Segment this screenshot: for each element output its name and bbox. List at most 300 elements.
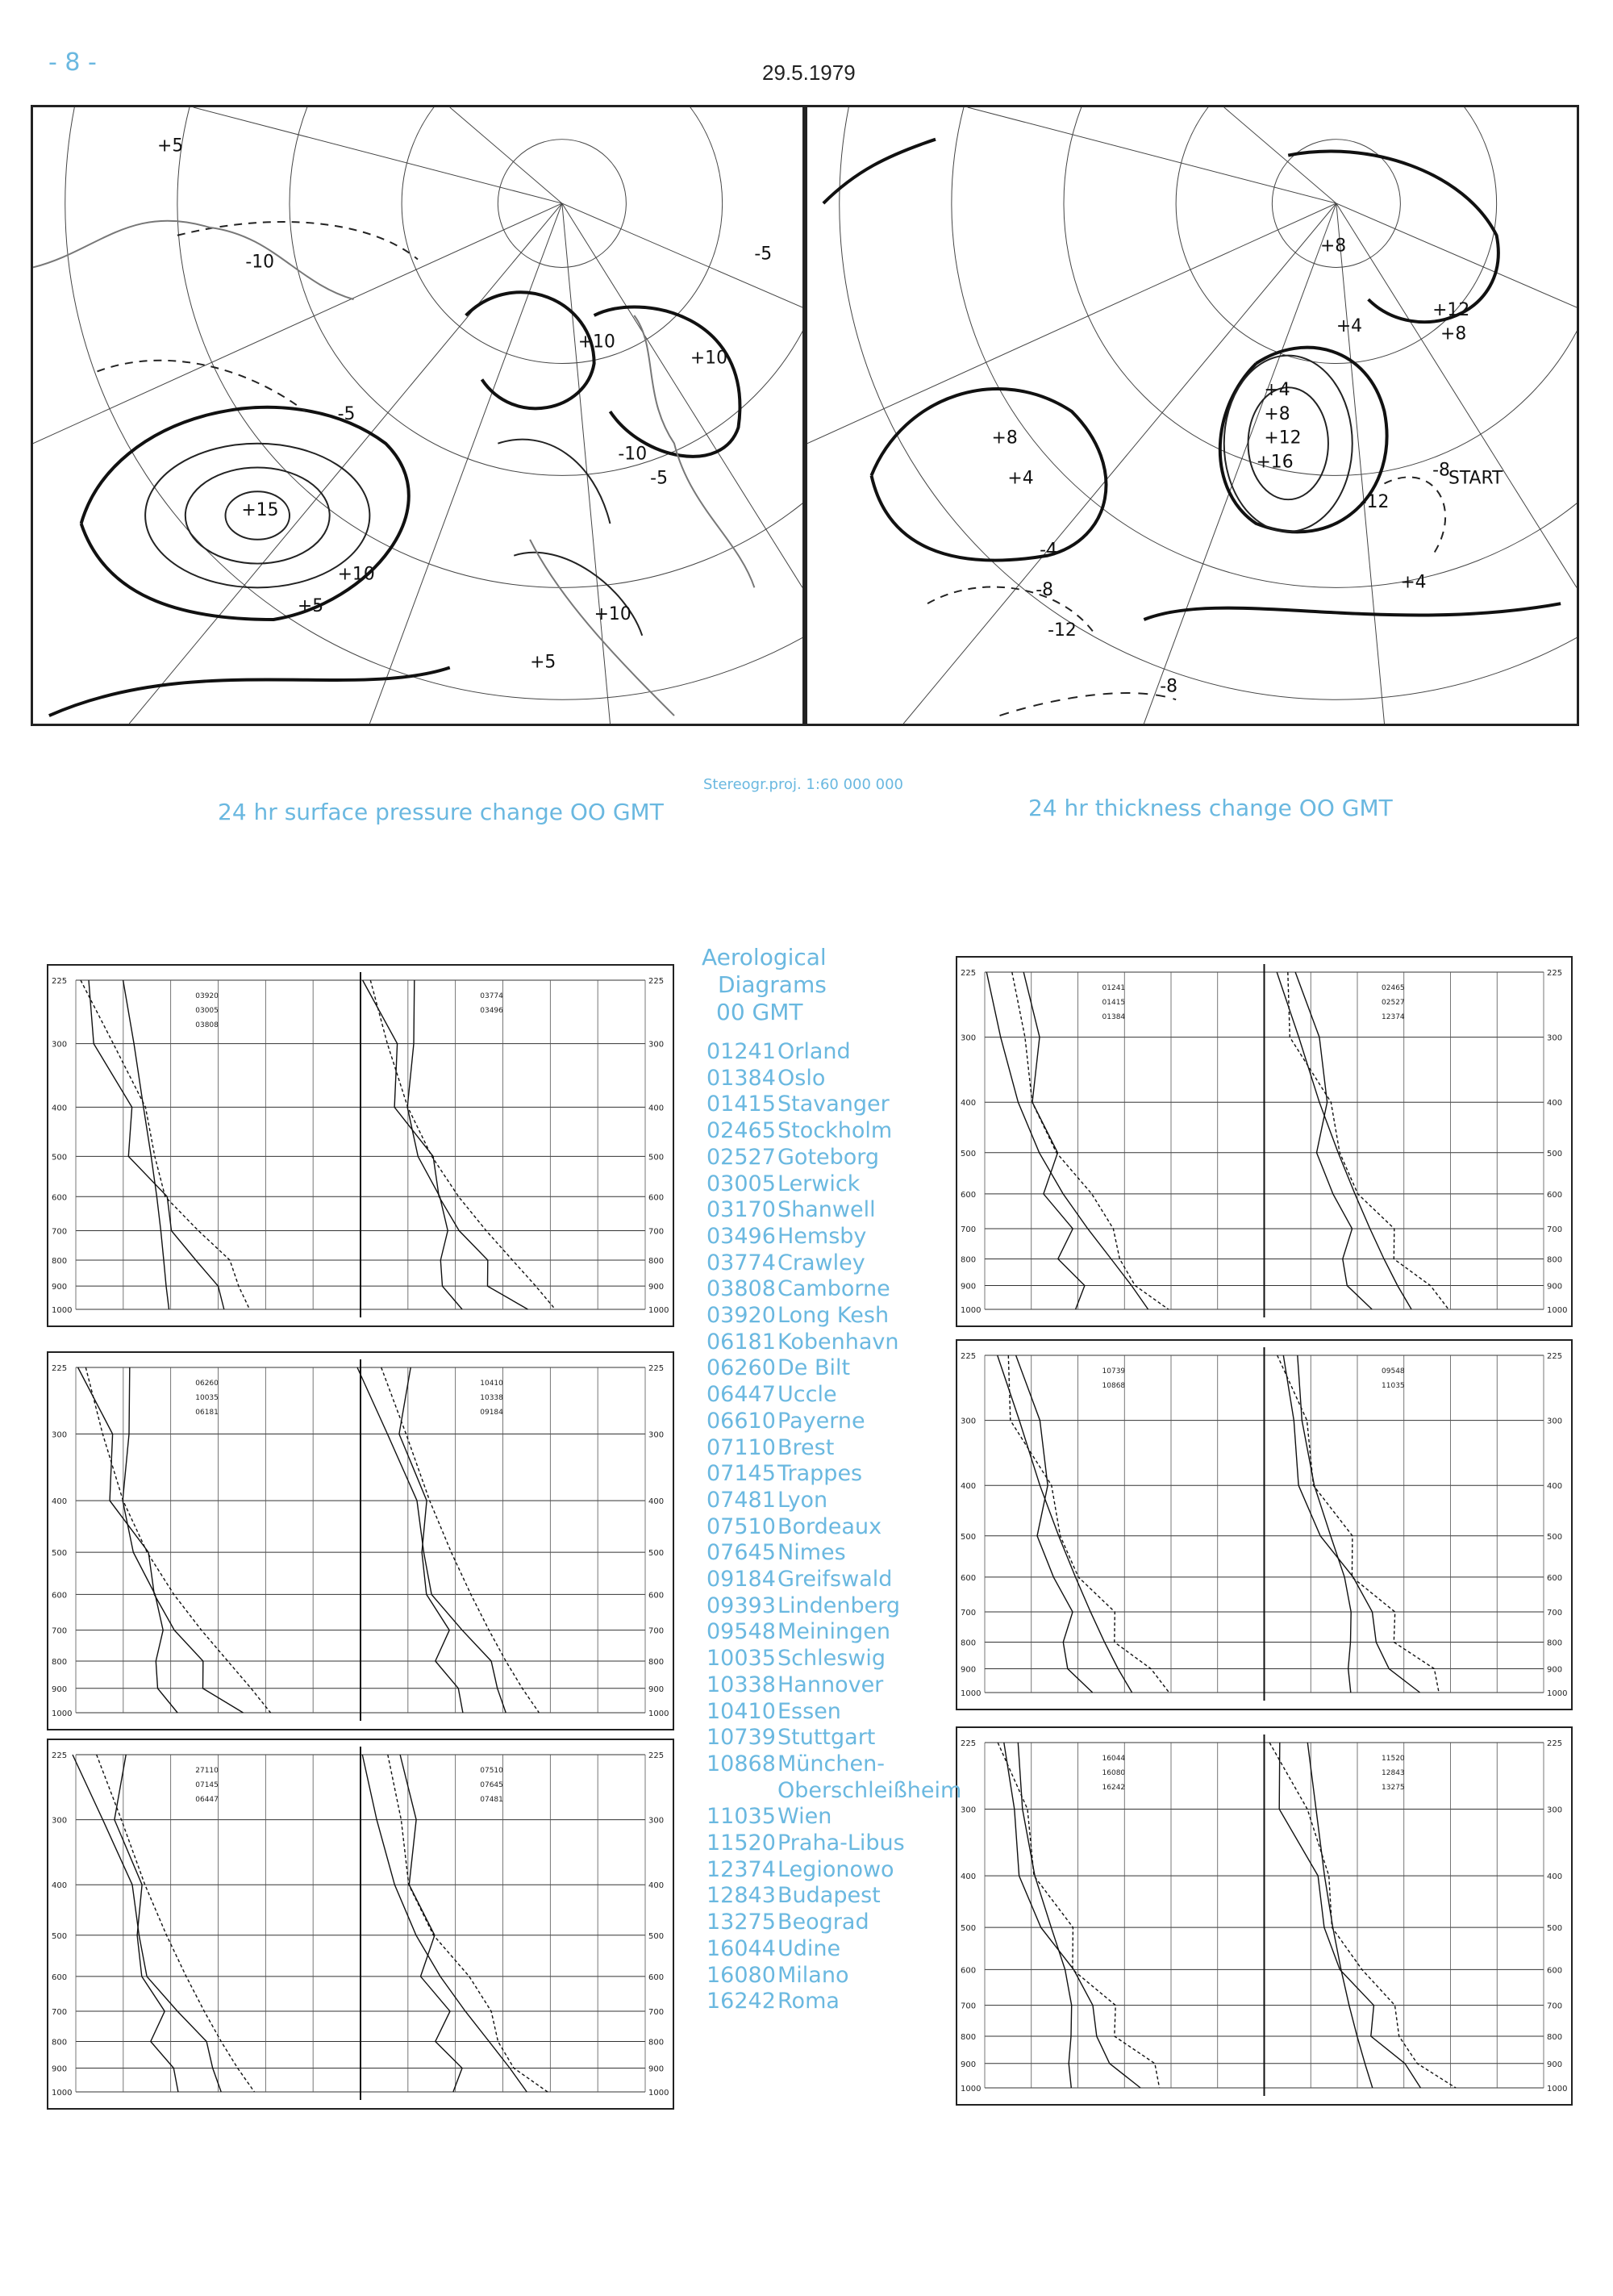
station-code: 07510 [706, 1513, 776, 1539]
diagram-grid [957, 958, 1571, 1325]
station-name: Hannover [777, 1672, 884, 1697]
station-code: 09393 [706, 1593, 776, 1618]
svg-text:+5: +5 [297, 596, 324, 617]
station-code: 13275 [706, 1910, 776, 1935]
pressure-level-label: 225 [1547, 1739, 1563, 1748]
pressure-level-label: 1000 [52, 1709, 73, 1718]
diagram-station-id: 10035 [195, 1394, 219, 1402]
pressure-level-label: 400 [52, 1881, 68, 1891]
pressure-level-label: 500 [961, 1149, 977, 1158]
pressure-level-label: 500 [961, 1532, 977, 1542]
pressure-level-label: 800 [52, 1256, 68, 1266]
pressure-level-label: 900 [52, 1283, 68, 1292]
pressure-level-label: 225 [1547, 969, 1563, 978]
pressure-level-label: 400 [1547, 1099, 1563, 1108]
pressure-level-label: 800 [1547, 2032, 1563, 2042]
station-entry [706, 1831, 905, 1856]
pressure-level-label: 700 [648, 1626, 665, 1636]
station-name: Stuttgart [777, 1725, 876, 1751]
station-entry [706, 1382, 837, 1407]
station-name: Payerne [777, 1408, 865, 1434]
pressure-level-label: 700 [961, 1225, 977, 1235]
pressure-level-label: 600 [52, 1591, 68, 1601]
station-code: 06260 [706, 1355, 776, 1381]
pressure-level-label: 600 [961, 1573, 977, 1583]
station-code: 11035 [706, 1804, 776, 1830]
pressure-level-label: 700 [52, 1626, 68, 1636]
svg-text:+8: +8 [1320, 236, 1347, 257]
station-code: 01415 [706, 1092, 776, 1117]
pressure-level-label: 800 [52, 2038, 68, 2048]
station-name: Udine [777, 1935, 841, 1961]
station-name: Crawley [777, 1250, 865, 1275]
pressure-level-label: 900 [1547, 1282, 1563, 1292]
pressure-level-label: 225 [961, 1739, 977, 1748]
station-entry [706, 1118, 892, 1143]
pressure-level-label: 600 [52, 1972, 68, 1982]
pressure-level-label: 500 [1547, 1924, 1563, 1934]
svg-text:+8: +8 [991, 428, 1018, 449]
svg-text:+8: +8 [1440, 324, 1467, 344]
station-name: Stockholm [777, 1118, 893, 1144]
station-entry [706, 1409, 865, 1434]
pressure-level-label: 800 [648, 1657, 665, 1667]
station-code: 06610 [706, 1408, 776, 1434]
station-code: 01384 [706, 1065, 776, 1091]
pressure-level-label: 225 [961, 969, 977, 978]
pressure-level-label: 700 [648, 1227, 665, 1237]
svg-text:-8: -8 [1160, 676, 1178, 697]
station-entry [706, 1303, 889, 1328]
diagram-station-id: 06260 [195, 1380, 219, 1388]
station-entry [706, 1699, 841, 1724]
pressure-level-label: 600 [1547, 1190, 1563, 1200]
pressure-level-label: 800 [961, 1639, 977, 1648]
station-name: Bordeaux [777, 1513, 882, 1539]
pressure-level-label: 600 [648, 1591, 665, 1601]
svg-text:-10: -10 [245, 252, 275, 273]
pressure-level-label: 225 [52, 1364, 68, 1373]
diagram-station-id: 10739 [1102, 1367, 1126, 1376]
station-code: 06181 [706, 1329, 776, 1355]
station-entry [706, 1804, 832, 1829]
station-entry [706, 1250, 865, 1275]
map-left-drawing [33, 107, 802, 724]
aerological-legend [702, 944, 903, 1026]
station-name: München- [777, 1751, 885, 1776]
station-name: Oslo [777, 1065, 826, 1091]
svg-text:+10: +10 [594, 604, 631, 625]
station-name: Kobenhavn [777, 1329, 899, 1355]
pressure-level-label: 700 [961, 2002, 977, 2011]
station-entry [706, 1593, 900, 1618]
station-code: 03774 [706, 1250, 776, 1275]
diagram-station-id: 01415 [1102, 999, 1126, 1007]
svg-text:-5: -5 [754, 244, 773, 265]
station-entry [706, 1488, 827, 1513]
svg-text:+12: +12 [1432, 299, 1470, 320]
pressure-level-label: 700 [1547, 2002, 1563, 2011]
station-code: 02465 [706, 1118, 776, 1144]
svg-text:+10: +10 [690, 348, 727, 369]
diagram-station-id: 11520 [1382, 1755, 1405, 1763]
pressure-level-label: 300 [1547, 1417, 1563, 1426]
pressure-level-label: 300 [648, 1040, 665, 1050]
pressure-level-label: 800 [1547, 1639, 1563, 1648]
station-name: Stavanger [777, 1092, 890, 1117]
diagram-grid [957, 1341, 1571, 1709]
station-entry [706, 1540, 846, 1565]
pressure-level-label: 400 [648, 1104, 665, 1113]
station-entry [706, 1646, 886, 1671]
pressure-level-label: 400 [1547, 1482, 1563, 1492]
left-map-caption: 24 hr surface pressure change OO GMT [218, 799, 664, 825]
svg-text:+4: +4 [1007, 468, 1034, 489]
diagram-station-id: 12843 [1382, 1769, 1405, 1777]
pressure-level-label: 400 [961, 1482, 977, 1492]
station-entry [706, 1989, 840, 2014]
aerological-diagram [47, 1739, 674, 2110]
station-code: 03920 [706, 1303, 776, 1328]
pressure-level-label: 1000 [961, 1689, 982, 1698]
station-code: 10739 [706, 1725, 776, 1751]
station-code: 10338 [706, 1672, 776, 1697]
pressure-level-label: 600 [961, 1966, 977, 1976]
diagram-station-id: 01241 [1102, 984, 1126, 992]
pressure-level-label: 500 [1547, 1149, 1563, 1158]
pressure-level-label: 400 [52, 1104, 68, 1113]
diagram-grid [48, 966, 673, 1325]
svg-text:-5: -5 [337, 403, 356, 424]
svg-text:-12: -12 [1048, 620, 1077, 641]
station-code: 09548 [706, 1619, 776, 1645]
aerological-diagram [47, 1351, 674, 1730]
station-name: De Bilt [777, 1355, 851, 1381]
pressure-level-label: 500 [1547, 1532, 1563, 1542]
station-code: 16242 [706, 1989, 776, 2014]
station-name: Orland [777, 1039, 851, 1064]
station-name: Nimes [777, 1540, 846, 1566]
pressure-level-label: 800 [648, 1256, 665, 1266]
pressure-level-label: 1000 [961, 2085, 982, 2094]
station-code: 07145 [706, 1461, 776, 1487]
pressure-level-label: 800 [648, 2038, 665, 2048]
station-entry [706, 1171, 860, 1196]
station-entry [706, 1330, 899, 1355]
pressure-level-label: 700 [961, 1609, 977, 1618]
pressure-level-label: 225 [52, 977, 68, 986]
pressure-level-label: 300 [52, 1040, 68, 1050]
pressure-level-label: 800 [1547, 1255, 1563, 1265]
station-entry [706, 1066, 825, 1091]
pressure-level-label: 600 [1547, 1966, 1563, 1976]
svg-text:START: START [1448, 468, 1503, 489]
pressure-level-label: 1000 [648, 1709, 669, 1718]
diagram-grid [48, 1740, 673, 2108]
thickness-change-map [805, 105, 1579, 726]
page-date: 29.5.1979 [762, 61, 856, 85]
pressure-level-label: 225 [648, 1364, 665, 1373]
pressure-level-label: 900 [648, 2064, 665, 2074]
pressure-level-label: 700 [52, 2008, 68, 2018]
diagram-station-id: 03774 [480, 992, 503, 1000]
diagram-station-id: 09184 [480, 1409, 503, 1417]
map-left-mark-plus5: +5 [157, 136, 184, 157]
pressure-level-label: 400 [961, 1872, 977, 1882]
pressure-level-label: 300 [648, 1430, 665, 1440]
station-name: Lindenberg [777, 1593, 901, 1618]
station-entry [706, 1461, 862, 1486]
diagram-station-id: 16242 [1102, 1784, 1126, 1792]
station-name: Camborne [777, 1276, 890, 1302]
svg-text:+5: +5 [530, 652, 556, 673]
diagram-station-id: 10410 [480, 1380, 503, 1388]
projection-note: Stereogr.proj. 1:60 000 000 [703, 776, 904, 793]
pressure-level-label: 1000 [648, 1306, 669, 1315]
station-entry [706, 1883, 881, 1908]
pressure-level-label: 300 [1547, 1805, 1563, 1815]
diagram-station-id: 07510 [480, 1767, 503, 1775]
station-name: Lerwick [777, 1171, 861, 1196]
pressure-level-label: 1000 [52, 1306, 73, 1315]
diagram-station-id: 01384 [1102, 1013, 1126, 1021]
pressure-level-label: 500 [648, 1931, 665, 1941]
pressure-level-label: 400 [52, 1497, 68, 1507]
aerological-diagram [956, 1726, 1573, 2106]
diagram-station-id: 13275 [1382, 1784, 1405, 1792]
station-name: Lyon [777, 1487, 828, 1513]
station-name: Hemsby [777, 1223, 867, 1249]
pressure-level-label: 1000 [52, 2089, 73, 2098]
station-entry [706, 1857, 894, 1882]
station-code: 03005 [706, 1171, 776, 1196]
station-entry [706, 1224, 866, 1249]
diagram-station-id: 07645 [480, 1781, 503, 1789]
pressure-level-label: 500 [52, 1931, 68, 1941]
station-code: 16044 [706, 1935, 776, 1961]
map-right-drawing [807, 107, 1577, 724]
diagram-station-id: 03005 [195, 1007, 219, 1015]
pressure-level-label: 300 [52, 1430, 68, 1440]
station-entry [706, 1197, 876, 1222]
station-name: Long Kesh [777, 1303, 890, 1328]
pressure-level-label: 900 [1547, 2060, 1563, 2069]
svg-text:-4: -4 [1040, 540, 1057, 561]
station-name: Oberschleißheim [777, 1777, 962, 1803]
pressure-level-label: 225 [961, 1352, 977, 1361]
station-name: Wien [777, 1804, 832, 1830]
pressure-level-label: 700 [1547, 1225, 1563, 1235]
station-name: Brest [777, 1434, 835, 1460]
svg-text:+16: +16 [1256, 452, 1294, 473]
station-name: Greifswald [777, 1567, 893, 1592]
station-code: 07110 [706, 1434, 776, 1460]
station-code: 12843 [706, 1883, 776, 1909]
station-code: 10035 [706, 1646, 776, 1672]
pressure-level-label: 400 [648, 1497, 665, 1507]
svg-text:-5: -5 [650, 468, 668, 489]
station-name: Goteborg [777, 1144, 880, 1170]
station-name: Shanwell [777, 1197, 876, 1223]
station-code: 12374 [706, 1856, 776, 1882]
diagram-station-id: 03920 [195, 992, 219, 1000]
station-entry [706, 1092, 890, 1117]
pressure-level-label: 300 [961, 1033, 977, 1043]
diagram-station-id: 16044 [1102, 1755, 1126, 1763]
legend-title-line: 00 GMT [716, 999, 803, 1025]
svg-text:+4: +4 [1264, 380, 1290, 401]
pressure-level-label: 300 [52, 1816, 68, 1826]
station-name: Uccle [777, 1382, 837, 1408]
station-code: 03808 [706, 1276, 776, 1302]
diagram-station-id: 03808 [195, 1021, 219, 1029]
pressure-level-label: 400 [648, 1881, 665, 1891]
pressure-level-label: 400 [961, 1099, 977, 1108]
station-code: 03496 [706, 1223, 776, 1249]
station-entry [706, 1778, 961, 1803]
station-entry [706, 1963, 848, 1988]
svg-text:-8: -8 [1036, 580, 1054, 601]
pressure-level-label: 300 [961, 1417, 977, 1426]
pressure-level-label: 800 [52, 1657, 68, 1667]
diagram-station-id: 03496 [480, 1007, 503, 1015]
page-number: - 8 - [48, 48, 97, 77]
station-code: 09184 [706, 1567, 776, 1592]
station-entry [706, 1567, 892, 1592]
pressure-level-label: 500 [52, 1549, 68, 1559]
pressure-level-label: 800 [961, 1255, 977, 1265]
diagram-station-id: 07481 [480, 1796, 503, 1804]
station-name: Budapest [777, 1883, 881, 1909]
pressure-level-label: 500 [648, 1549, 665, 1559]
diagram-grid [48, 1353, 673, 1729]
legend-title-line: Aerological [702, 944, 827, 971]
station-name: Praha-Libus [777, 1831, 905, 1856]
pressure-level-label: 1000 [648, 2089, 669, 2098]
diagram-station-id: 06447 [195, 1796, 219, 1804]
station-code: 10868 [706, 1751, 776, 1776]
surface-pressure-change-map [31, 105, 805, 726]
station-entry [706, 1910, 869, 1935]
pressure-level-label: 300 [1547, 1033, 1563, 1043]
station-code: 06447 [706, 1382, 776, 1408]
diagram-station-id: 12374 [1382, 1013, 1405, 1021]
aerological-diagram [47, 964, 674, 1327]
station-entry [706, 1276, 890, 1301]
pressure-level-label: 600 [52, 1193, 68, 1203]
station-code: 02527 [706, 1144, 776, 1170]
pressure-level-label: 900 [961, 1665, 977, 1675]
aerological-diagram [956, 1339, 1573, 1710]
pressure-level-label: 700 [648, 2008, 665, 2018]
pressure-level-label: 900 [648, 1684, 665, 1694]
pressure-level-label: 225 [52, 1751, 68, 1760]
svg-text:+8: +8 [1264, 403, 1290, 424]
pressure-level-label: 400 [1547, 1872, 1563, 1882]
diagram-station-id: 10338 [480, 1394, 503, 1402]
station-entry [706, 1039, 851, 1064]
pressure-level-label: 1000 [1547, 1306, 1568, 1315]
diagram-station-id: 09548 [1382, 1367, 1405, 1376]
pressure-level-label: 700 [1547, 1609, 1563, 1618]
pressure-level-label: 300 [648, 1816, 665, 1826]
pressure-level-label: 225 [648, 977, 665, 986]
diagram-station-id: 02527 [1382, 999, 1405, 1007]
diagram-station-id: 11035 [1382, 1382, 1405, 1390]
station-entry [706, 1936, 840, 1961]
right-map-caption: 24 hr thickness change OO GMT [1028, 795, 1393, 821]
pressure-level-label: 600 [648, 1193, 665, 1203]
station-code: 16080 [706, 1962, 776, 1988]
station-code: 11520 [706, 1831, 776, 1856]
station-name: Beograd [777, 1910, 869, 1935]
pressure-level-label: 1000 [961, 1306, 982, 1315]
station-name: Milano [777, 1962, 849, 1988]
station-code: 07645 [706, 1540, 776, 1566]
diagram-station-id: 27110 [195, 1767, 219, 1775]
pressure-level-label: 225 [648, 1751, 665, 1760]
station-entry [706, 1514, 882, 1539]
station-entry [706, 1435, 834, 1460]
station-code: 01241 [706, 1039, 776, 1064]
station-name: Meiningen [777, 1619, 890, 1645]
pressure-level-label: 900 [961, 1282, 977, 1292]
pressure-level-label: 300 [961, 1805, 977, 1815]
pressure-level-label: 900 [1547, 1665, 1563, 1675]
diagram-station-id: 16080 [1102, 1769, 1126, 1777]
pressure-level-label: 900 [961, 2060, 977, 2069]
pressure-level-label: 1000 [1547, 2085, 1568, 2094]
pressure-level-label: 1000 [1547, 1689, 1568, 1698]
pressure-level-label: 225 [1547, 1352, 1563, 1361]
station-entry [706, 1672, 883, 1697]
svg-text:+4: +4 [1400, 572, 1427, 593]
station-name: Legionowo [777, 1856, 894, 1882]
station-name: Trappes [777, 1461, 863, 1487]
pressure-level-label: 600 [1547, 1573, 1563, 1583]
station-code: 10410 [706, 1698, 776, 1724]
pressure-level-label: 600 [648, 1972, 665, 1982]
station-entry [706, 1751, 885, 1776]
station-entry [706, 1619, 890, 1644]
legend-title-line: Diagrams [718, 971, 827, 998]
pressure-level-label: 500 [648, 1153, 665, 1163]
svg-text:+10: +10 [337, 564, 375, 585]
pressure-level-label: 500 [52, 1153, 68, 1163]
diagram-grid [957, 1728, 1571, 2104]
station-code: 03170 [706, 1197, 776, 1223]
station-entry [706, 1725, 875, 1750]
diagram-station-id: 02465 [1382, 984, 1405, 992]
svg-text:+15: +15 [241, 500, 279, 521]
pressure-level-label: 700 [52, 1227, 68, 1237]
station-name: Essen [777, 1698, 841, 1724]
svg-text:-10: -10 [618, 444, 648, 465]
diagram-station-id: 07145 [195, 1781, 219, 1789]
svg-text:+4: +4 [1336, 315, 1363, 336]
pressure-level-label: 600 [961, 1190, 977, 1200]
station-name: Schleswig [777, 1646, 886, 1672]
pressure-level-label: 500 [961, 1924, 977, 1934]
station-name: Roma [777, 1989, 840, 2014]
station-entry [706, 1145, 879, 1170]
svg-text:-12: -12 [1360, 492, 1390, 513]
pressure-level-label: 900 [52, 2064, 68, 2074]
svg-text:+12: +12 [1264, 428, 1302, 449]
station-entry [706, 1355, 850, 1380]
diagram-station-id: 06181 [195, 1409, 219, 1417]
pressure-level-label: 900 [52, 1684, 68, 1694]
